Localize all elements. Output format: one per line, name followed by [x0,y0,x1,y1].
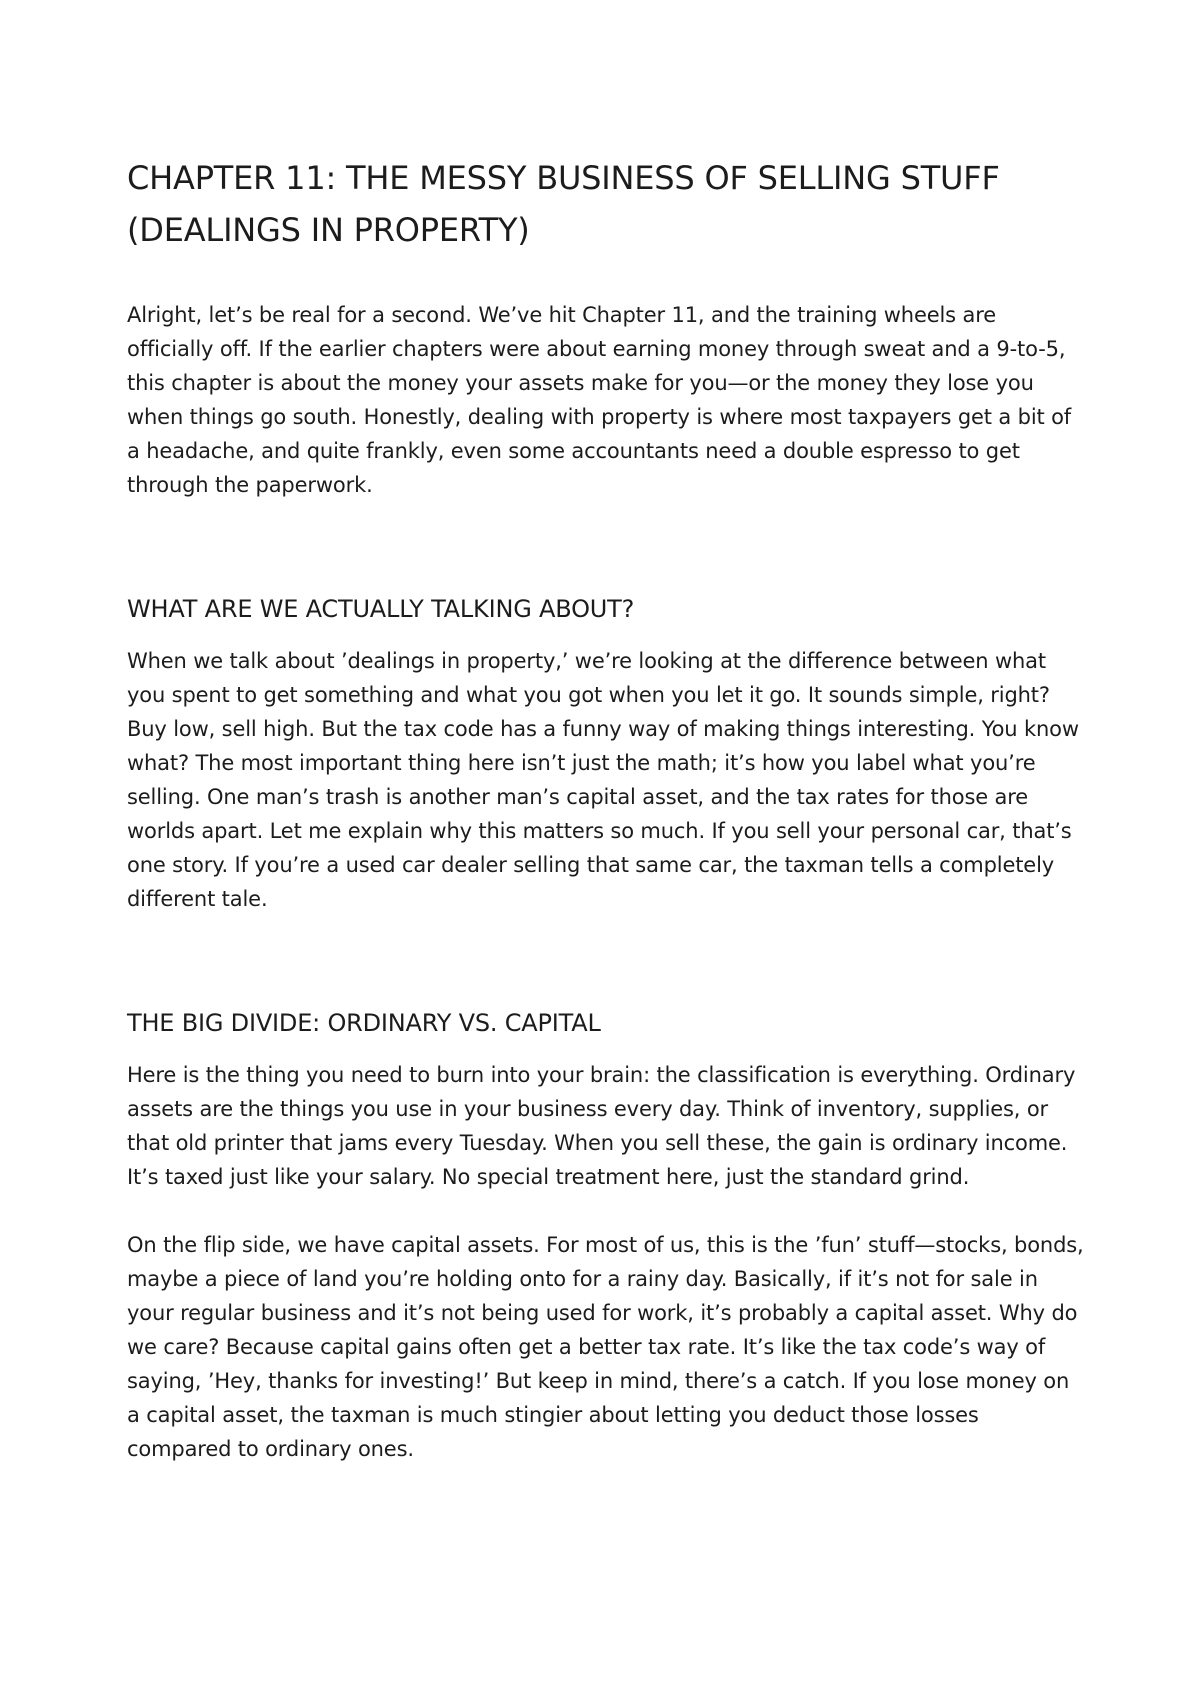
section-1-paragraph-1: When we talk about ’dealings in property,’ we’re looking at the difference between what you spent to get something and what you got when you let it go. It sounds simple, right? Buy low, sell high. But the tax code has a funny way of making things interesting. You know what? The most important thing here isn’t just the math; it’s how you label what you’re selling. One man’s trash is another man’s capital asset, and the tax rates for those are worlds apart. Let me explain why this matters so much. If you sell your personal car, that’s one story. If you’re a used car dealer selling that same car, the taxman tells a completely different tale. [127,649,1079,911]
document-page [127,152,1087,1466]
chapter-title: CHAPTER 11: THE MESSY BUSINESS OF SELLING STUFF (DEALINGS IN PROPERTY) [127,159,1000,249]
section-heading-what-are-we-talking-about: WHAT ARE WE ACTUALLY TALKING ABOUT? [127,595,635,623]
intro-paragraph: Alright, let’s be real for a second. We’ve hit Chapter 11, and the training wheels are officially off. If the earlier chapters were about earning money through sweat and a 9-to-5, this chapter is about the money your assets make for you—or the money they lose you when things go south. Honestly, dealing with property is where most taxpayers get a bit of a headache, and quite frankly, even some accountants need a double espresso to get through the paperwork. [127,303,1072,497]
section-2-paragraph-2: On the flip side, we have capital assets. For most of us, this is the ’fun’ stuff—stocks, bonds, maybe a piece of land you’re holding onto for a rainy day. Basically, if it’s not for sale in your regular business and it’s not being used for work, it’s probably a capital asset. Why do we care? Because capital gains often get a better tax rate. It’s like the tax code’s way of saying, ’Hey, thanks for investing!’ But keep in mind, there’s a catch. If you lose money on a capital asset, the taxman is much stingier about letting you deduct those losses compared to ordinary ones. [127,1233,1084,1461]
section-2-paragraph-1: Here is the thing you need to burn into your brain: the classification is everything. Ordinary assets are the things you use in your business every day. Think of inventory, supplies, or that old printer that jams every Tuesday. When you sell these, the gain is ordinary income. It’s taxed just like your salary. No special treatment here, just the standard grind. [127,1063,1076,1189]
section-heading-big-divide: THE BIG DIVIDE: ORDINARY VS. CAPITAL [127,1009,601,1037]
